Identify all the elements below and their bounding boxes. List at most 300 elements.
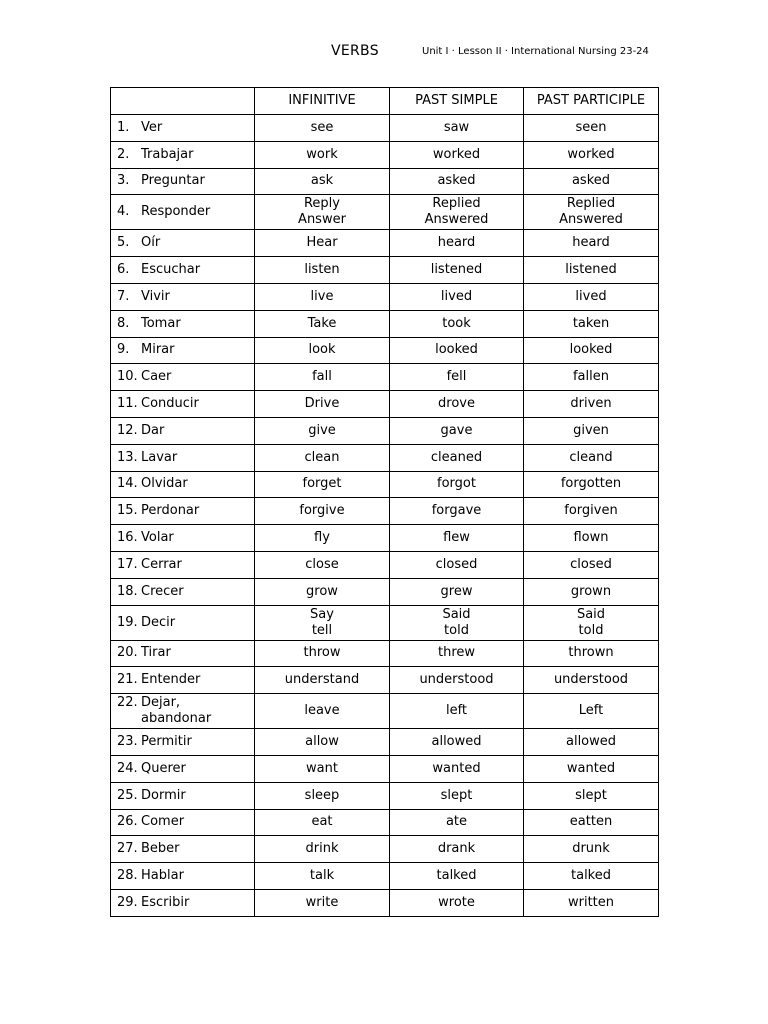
spanish-verb	[141, 788, 186, 804]
table-row	[111, 578, 659, 605]
row-number: 7.	[117, 288, 130, 304]
row-number: 26.	[117, 814, 138, 830]
table-row	[111, 337, 659, 364]
infinitive-cell	[255, 115, 390, 142]
spanish-verb	[141, 147, 193, 163]
past-participle-text: slept	[575, 787, 607, 803]
past-participle-text: forgotten	[560, 476, 622, 492]
past-simple-cell	[390, 391, 524, 418]
spanish-verb-text: Escribir	[141, 894, 190, 910]
row-number: 15.	[117, 503, 138, 519]
spanish-verb-cell	[111, 141, 255, 168]
spanish-verb	[141, 476, 188, 492]
verbs-table	[110, 87, 659, 917]
spanish-verb	[141, 530, 174, 546]
spanish-verb-text: Hablar	[141, 868, 184, 884]
past-participle-cell	[524, 310, 659, 337]
spanish-verb-cell	[111, 168, 255, 195]
past-simple-cell	[390, 889, 524, 916]
spanish-verb-cell	[111, 230, 255, 257]
infinitive-cell	[255, 809, 390, 836]
past-participle-cell	[524, 782, 659, 809]
past-participle-cell	[524, 195, 659, 230]
past-participle-text: seen	[575, 119, 607, 135]
row-number: 25.	[117, 787, 138, 803]
infinitive-text: see	[310, 119, 334, 135]
past-simple-text: allowed	[431, 734, 482, 750]
spanish-verb	[141, 342, 174, 358]
past-simple-cell	[390, 444, 524, 471]
row-number: 22.	[117, 695, 138, 711]
infinitive-cell	[255, 195, 390, 230]
row-number: 16.	[117, 530, 138, 546]
past-participle-text: flown	[573, 530, 609, 546]
infinitive-text: Say	[310, 606, 334, 622]
spanish-verb	[141, 734, 192, 750]
past-participle-text: worked	[567, 146, 615, 162]
infinitive-text: want	[306, 760, 338, 776]
past-simple-text: cleaned	[430, 449, 483, 465]
infinitive-cell	[255, 310, 390, 337]
past-participle-text: cleand	[569, 449, 613, 465]
spanish-verb-text: Crecer	[141, 583, 184, 599]
spanish-verb-cell	[111, 782, 255, 809]
row-number: 27.	[117, 841, 138, 857]
infinitive-text: Hear	[306, 235, 338, 251]
past-simple-text: drank	[437, 841, 476, 857]
spanish-verb-cell	[111, 195, 255, 230]
spanish-verb	[141, 645, 171, 661]
past-participle-text: written	[567, 894, 615, 910]
past-participle-cell	[524, 337, 659, 364]
past-simple-cell	[390, 230, 524, 257]
past-participle-text: taken	[572, 315, 610, 331]
infinitive-cell	[255, 498, 390, 525]
table-row	[111, 257, 659, 284]
spanish-verb-cell	[111, 417, 255, 444]
spanish-verb-text: Trabajar	[141, 146, 194, 162]
infinitive-cell	[255, 782, 390, 809]
infinitive-text: listen	[304, 262, 340, 278]
past-simple-cell	[390, 364, 524, 391]
past-participle-cell	[524, 168, 659, 195]
past-simple-text: left	[445, 703, 468, 719]
spanish-verb-cell	[111, 283, 255, 310]
infinitive-cell	[255, 230, 390, 257]
row-number: 8.	[117, 315, 130, 331]
past-simple-cell	[390, 115, 524, 142]
spanish-verb-text: Decir	[141, 614, 176, 630]
infinitive-text: forgive	[299, 503, 345, 519]
table-row	[111, 836, 659, 863]
past-participle-cell	[524, 578, 659, 605]
spanish-verb-text: Querer	[141, 760, 186, 776]
row-number: 3.	[117, 173, 130, 189]
infinitive-cell	[255, 578, 390, 605]
past-participle-text: lived	[575, 288, 607, 304]
past-participle-cell	[524, 498, 659, 525]
past-participle-text: Answered	[559, 212, 623, 228]
infinitive-text: fly	[314, 530, 330, 546]
spanish-verb	[141, 423, 164, 439]
past-simple-cell	[390, 551, 524, 578]
spanish-verb-cell	[111, 551, 255, 578]
infinitive-cell	[255, 283, 390, 310]
table-row	[111, 498, 659, 525]
spanish-verb	[141, 316, 181, 332]
row-number: 19.	[117, 614, 138, 630]
table-row	[111, 195, 659, 230]
past-simple-text: saw	[443, 119, 470, 135]
past-participle-cell	[524, 667, 659, 694]
past-participle-cell	[524, 889, 659, 916]
row-number: 12.	[117, 422, 138, 438]
spanish-verb-text: Escuchar	[141, 262, 201, 278]
table-row	[111, 782, 659, 809]
past-participle-text: wanted	[566, 760, 616, 776]
past-simple-text: asked	[437, 173, 476, 189]
past-simple-cell	[390, 310, 524, 337]
past-participle-cell	[524, 141, 659, 168]
spanish-verb	[141, 262, 200, 278]
infinitive-cell	[255, 525, 390, 552]
spanish-verb-cell	[111, 605, 255, 640]
spanish-verb	[141, 868, 184, 884]
column-header-past-simple: PAST SIMPLE	[390, 88, 524, 115]
table-row	[111, 444, 659, 471]
infinitive-cell	[255, 694, 390, 729]
spanish-verb	[141, 672, 200, 688]
past-participle-text: talked	[571, 868, 611, 884]
past-simple-cell	[390, 168, 524, 195]
past-participle-text: fallen	[572, 369, 609, 385]
spanish-verb-cell	[111, 337, 255, 364]
past-simple-cell	[390, 283, 524, 310]
past-participle-text: eatten	[569, 814, 613, 830]
column-header-infinitive: INFINITIVE	[255, 88, 390, 115]
spanish-verb-text: Cerrar	[141, 556, 182, 572]
spanish-verb	[141, 895, 189, 911]
past-simple-text: Answered	[424, 212, 489, 228]
spanish-verb	[141, 584, 184, 600]
row-number: 9.	[117, 342, 130, 358]
spanish-verb	[141, 235, 160, 251]
table-row	[111, 115, 659, 142]
spanish-verb-cell	[111, 694, 255, 729]
row-number: 17.	[117, 556, 138, 572]
infinitive-text: eat	[311, 814, 333, 830]
spanish-verb-text: Dejar,	[141, 695, 181, 711]
infinitive-text: sleep	[304, 787, 340, 803]
spanish-verb	[141, 289, 170, 305]
infinitive-text: Answer	[298, 212, 346, 228]
infinitive-text: forget	[302, 476, 342, 492]
row-number: 2.	[117, 146, 130, 162]
past-participle-cell	[524, 551, 659, 578]
infinitive-text: allow	[305, 734, 339, 750]
past-participle-text: Replied	[566, 196, 616, 212]
spanish-verb-text: Ver	[141, 119, 163, 135]
past-simple-cell	[390, 195, 524, 230]
infinitive-text: tell	[311, 622, 333, 638]
table-row	[111, 391, 659, 418]
spanish-verb	[141, 557, 182, 573]
table-header-row	[111, 88, 659, 115]
spanish-verb	[141, 695, 211, 727]
past-participle-text: grown	[570, 583, 612, 599]
past-participle-cell	[524, 230, 659, 257]
row-number: 13.	[117, 449, 138, 465]
infinitive-cell	[255, 863, 390, 890]
row-number: 29.	[117, 894, 138, 910]
past-simple-cell	[390, 729, 524, 756]
infinitive-cell	[255, 444, 390, 471]
table-row	[111, 809, 659, 836]
past-simple-text: took	[442, 315, 471, 331]
past-participle-cell	[524, 863, 659, 890]
spanish-verb-text: Conducir	[141, 396, 199, 412]
spanish-verb-text: Responder	[141, 204, 211, 220]
infinitive-text: throw	[303, 645, 341, 661]
past-simple-text: forgot	[437, 476, 476, 492]
past-simple-cell	[390, 863, 524, 890]
infinitive-cell	[255, 168, 390, 195]
past-participle-text: understood	[553, 672, 629, 688]
past-simple-text: flew	[443, 530, 470, 546]
spanish-verb	[141, 120, 162, 136]
past-simple-cell	[390, 498, 524, 525]
infinitive-cell	[255, 836, 390, 863]
past-participle-text: listened	[565, 262, 617, 278]
table-row	[111, 471, 659, 498]
infinitive-text: drink	[305, 841, 339, 857]
infinitive-text: Reply	[303, 196, 340, 212]
spanish-verb	[141, 396, 199, 412]
infinitive-text: leave	[304, 703, 340, 719]
spanish-verb-cell	[111, 364, 255, 391]
past-participle-text: Said	[576, 606, 606, 622]
infinitive-cell	[255, 391, 390, 418]
spanish-verb-text: Dar	[141, 422, 165, 438]
row-number: 11.	[117, 396, 138, 412]
table-row	[111, 417, 659, 444]
spanish-verb-text: Permitir	[141, 734, 192, 750]
row-number: 1.	[117, 119, 130, 135]
row-number: 28.	[117, 868, 138, 884]
spanish-verb-cell	[111, 729, 255, 756]
row-number: 10.	[117, 369, 138, 385]
spanish-verb-text: Mirar	[141, 342, 175, 358]
table-row	[111, 283, 659, 310]
past-simple-text: grew	[440, 583, 473, 599]
past-participle-text: drunk	[572, 841, 610, 857]
infinitive-cell	[255, 667, 390, 694]
infinitive-cell	[255, 889, 390, 916]
past-participle-text: allowed	[565, 734, 617, 750]
infinitive-cell	[255, 417, 390, 444]
spanish-verb-text: Comer	[141, 814, 185, 830]
past-simple-text: Replied	[432, 196, 481, 212]
past-simple-text: heard	[437, 235, 476, 251]
spanish-verb-text: Preguntar	[141, 173, 205, 189]
infinitive-text: grow	[306, 583, 338, 599]
spanish-verb-text: Tirar	[141, 645, 171, 661]
past-simple-cell	[390, 417, 524, 444]
spanish-verb-text: Beber	[141, 841, 180, 857]
past-simple-text: Said	[442, 606, 471, 622]
past-participle-cell	[524, 391, 659, 418]
past-participle-cell	[524, 729, 659, 756]
past-participle-cell	[524, 755, 659, 782]
past-simple-text: gave	[440, 422, 473, 438]
infinitive-text: work	[306, 146, 338, 162]
infinitive-cell	[255, 605, 390, 640]
table-row	[111, 551, 659, 578]
table-row	[111, 640, 659, 667]
row-number: 14.	[117, 476, 138, 492]
table-row	[111, 667, 659, 694]
past-simple-cell	[390, 640, 524, 667]
infinitive-text: write	[305, 894, 339, 910]
past-participle-cell	[524, 257, 659, 284]
table-row	[111, 755, 659, 782]
spanish-verb-cell	[111, 667, 255, 694]
past-simple-cell	[390, 809, 524, 836]
past-simple-cell	[390, 667, 524, 694]
spanish-verb	[141, 369, 171, 385]
table-row	[111, 230, 659, 257]
past-participle-cell	[524, 640, 659, 667]
infinitive-text: talk	[309, 868, 335, 884]
spanish-verb	[141, 173, 205, 189]
infinitive-cell	[255, 729, 390, 756]
spanish-verb-cell	[111, 863, 255, 890]
spanish-verb-cell	[111, 640, 255, 667]
past-simple-text: listened	[430, 262, 483, 278]
infinitive-cell	[255, 364, 390, 391]
past-simple-text: understood	[419, 672, 494, 688]
past-participle-cell	[524, 605, 659, 640]
row-number: 24.	[117, 760, 138, 776]
spanish-verb-cell	[111, 836, 255, 863]
table-row	[111, 889, 659, 916]
past-simple-text: drove	[438, 396, 475, 412]
past-simple-cell	[390, 337, 524, 364]
past-simple-text: looked	[435, 342, 478, 358]
spanish-verb-cell	[111, 310, 255, 337]
column-header-spanish	[111, 88, 255, 115]
infinitive-cell	[255, 141, 390, 168]
spanish-verb-cell	[111, 525, 255, 552]
spanish-verb-cell	[111, 809, 255, 836]
spanish-verb-cell	[111, 578, 255, 605]
infinitive-cell	[255, 257, 390, 284]
past-participle-cell	[524, 809, 659, 836]
spanish-verb-text: Perdonar	[141, 503, 200, 519]
past-participle-text: told	[578, 622, 604, 638]
past-participle-text: Left	[578, 703, 604, 719]
infinitive-cell	[255, 640, 390, 667]
past-participle-cell	[524, 694, 659, 729]
spanish-verb	[141, 841, 180, 857]
past-participle-text: heard	[572, 235, 610, 251]
past-participle-text: asked	[571, 173, 611, 189]
past-simple-cell	[390, 782, 524, 809]
table-row	[111, 168, 659, 195]
past-simple-text: ate	[445, 814, 468, 830]
infinitive-text: ask	[310, 173, 334, 189]
past-participle-cell	[524, 525, 659, 552]
spanish-verb	[141, 204, 210, 220]
past-simple-cell	[390, 141, 524, 168]
row-number: 23.	[117, 734, 138, 750]
infinitive-text: close	[305, 556, 339, 572]
infinitive-text: understand	[284, 672, 360, 688]
past-simple-cell	[390, 605, 524, 640]
past-simple-text: slept	[440, 787, 473, 803]
document-subtitle: Unit I · Lesson II · International Nursing 23-24	[422, 46, 649, 57]
past-simple-cell	[390, 257, 524, 284]
spanish-verb-cell	[111, 755, 255, 782]
table-row	[111, 141, 659, 168]
past-simple-cell	[390, 471, 524, 498]
spanish-verb	[141, 615, 175, 631]
row-number: 6.	[117, 262, 130, 278]
spanish-verb-cell	[111, 444, 255, 471]
past-simple-text: talked	[436, 868, 477, 884]
spanish-verb-cell	[111, 498, 255, 525]
table-row	[111, 729, 659, 756]
infinitive-text: clean	[304, 449, 340, 465]
table-row	[111, 694, 659, 729]
spanish-verb	[141, 761, 186, 777]
past-simple-text: wanted	[432, 760, 481, 776]
past-simple-cell	[390, 836, 524, 863]
infinitive-cell	[255, 337, 390, 364]
past-simple-text: wrote	[438, 894, 475, 910]
infinitive-text: Drive	[304, 396, 340, 412]
spanish-verb-cell	[111, 391, 255, 418]
spanish-verb-text: Oír	[141, 235, 161, 251]
spanish-verb-text: abandonar	[141, 711, 212, 727]
spanish-verb-text: Lavar	[141, 449, 178, 465]
spanish-verb-text: Caer	[141, 369, 172, 385]
table-row	[111, 364, 659, 391]
past-simple-cell	[390, 525, 524, 552]
past-simple-text: lived	[440, 288, 473, 304]
table-row	[111, 605, 659, 640]
infinitive-text: fall	[312, 369, 332, 385]
row-number: 20.	[117, 645, 138, 661]
past-participle-cell	[524, 115, 659, 142]
spanish-verb-text: Volar	[141, 530, 174, 546]
spanish-verb-cell	[111, 115, 255, 142]
table-row	[111, 863, 659, 890]
past-simple-text: forgave	[431, 503, 482, 519]
spanish-verb-cell	[111, 889, 255, 916]
column-header-past-participle: PAST PARTICIPLE	[524, 88, 659, 115]
table-row	[111, 525, 659, 552]
spanish-verb-text: Vivir	[141, 288, 170, 304]
past-participle-text: closed	[570, 556, 612, 572]
spanish-verb-text: Entender	[141, 672, 201, 688]
past-participle-cell	[524, 417, 659, 444]
infinitive-text: live	[310, 288, 334, 304]
infinitive-cell	[255, 551, 390, 578]
past-simple-cell	[390, 694, 524, 729]
past-participle-cell	[524, 283, 659, 310]
past-participle-text: thrown	[568, 645, 614, 661]
